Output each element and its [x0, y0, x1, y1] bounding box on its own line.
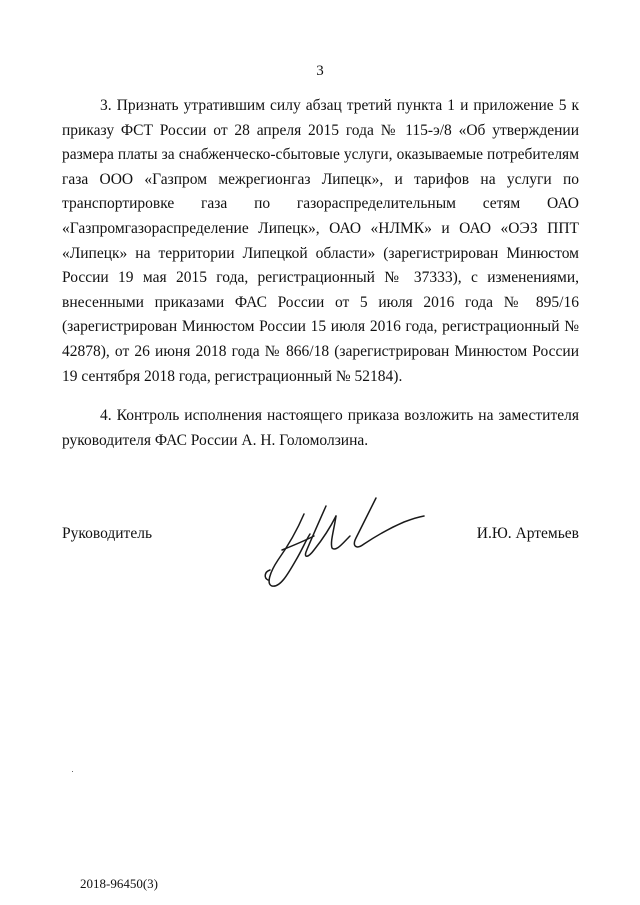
handwritten-signature — [258, 490, 428, 600]
document-number: 2018-96450(3) — [80, 876, 158, 891]
paragraph-item-3: 3. Признать утратившим силу абзац третий пункта 1 и приложение 5 к приказу ФСТ России от 28 апреля 2015 года № 115-э/8 «Об утверждении размера платы за снабженческо-сбытовые услуги, оказываемые потребителям газа ООО «Газпром межрегионгаз Липецк», и тарифов на услуги по транспортировке газа по газораспределительным сетям ОАО «Газпромгазораспределение Липецк», ОАО «НЛМК» и ОАО «ОЭЗ ППТ «Липецк» на территории Липецкой области» (зарегистрирован Минюстом России 19 мая 2015 года, регистрационный № 37333), с изменениями, внесенными приказами ФАС России от 5 июля 2016 года № 895/16 (зарегистрирован Минюстом России 15 июля 2016 года, регистрационный № 42878), от 26 июня 2018 года № 866/18 (зарегистрирован Минюстом России 19 сентября 2018 года, регистрационный № 52184). — [62, 97, 579, 385]
signatory-role: Руководитель — [62, 525, 153, 542]
signatory-name: И.Ю. Артемьев — [476, 525, 579, 542]
page-number: 3 — [316, 63, 324, 79]
paragraph-item-4: 4. Контроль исполнения настоящего приказа возложить на заместителя руководителя ФАС России А. Н. Голомолзина. — [62, 407, 579, 449]
scan-speck — [72, 771, 73, 772]
